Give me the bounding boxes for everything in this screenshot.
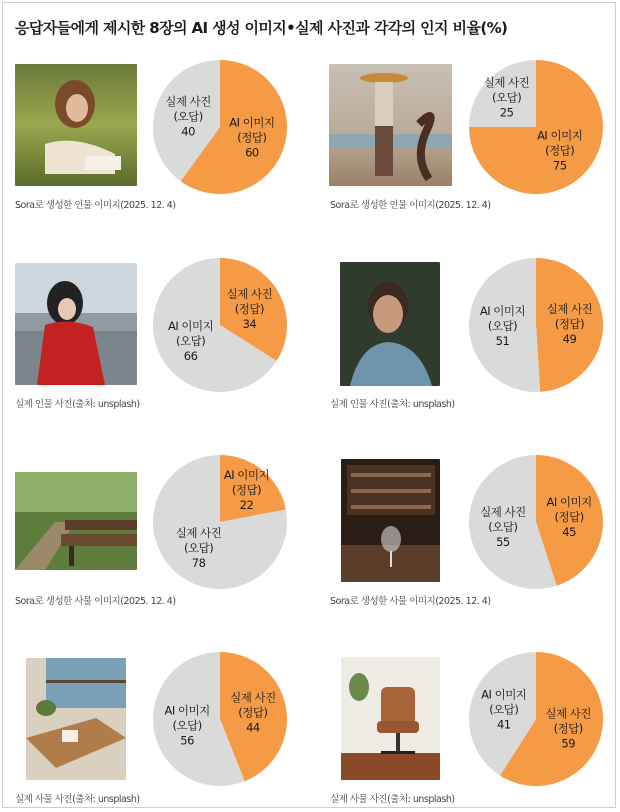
caption-3: 실제 인물 사진(출처: unsplash): [15, 399, 140, 410]
pie-slice-value: 45: [562, 524, 576, 539]
pie-slice-text: AI 이미지: [229, 115, 275, 130]
park-bench-photo: [15, 472, 137, 570]
man-with-hat-on-beach-photo: [329, 64, 452, 186]
pie-slice-value: 55: [496, 535, 510, 550]
pie-slice-value: 60: [245, 145, 259, 160]
pie-slice-text: (오답): [175, 334, 206, 349]
pie-slice-text: AI 이미지: [481, 687, 527, 702]
pie-slice-text: (정답): [237, 130, 267, 145]
pie-slice-text: (정답): [545, 143, 575, 158]
pie-slice-text: 실제 사진: [226, 286, 273, 301]
pie-slice-text: AI 이미지: [164, 703, 210, 718]
pie-slice-text: (정답): [234, 301, 265, 316]
pie-chart-6: [466, 452, 606, 592]
woman-in-red-coat-photo: [15, 263, 137, 385]
pie-slice-text: (오답): [172, 718, 202, 733]
caption-8: 실제 사물 사진(출처: unsplash): [330, 794, 455, 805]
pie-slice-value: 78: [191, 555, 206, 570]
pie-slice-value: 34: [242, 316, 257, 331]
pie-slice-text: AI 이미지: [167, 319, 214, 334]
pie-slice-text: (정답): [554, 316, 585, 331]
pie-chart-2: [466, 57, 606, 197]
pie-slice-value: 40: [181, 124, 195, 139]
pie-slice-value: 41: [496, 717, 511, 732]
pie-slice-text: (정답): [231, 483, 262, 497]
pie-chart-8: [466, 649, 606, 789]
pie-slice-text: (오답): [183, 540, 214, 555]
pie-chart-5: [150, 452, 290, 592]
wine-glasses-on-table-photo: [341, 459, 440, 582]
pie-slice-text: 실제 사진: [230, 690, 276, 705]
woman-reading-on-grass-photo: [15, 64, 137, 186]
pie-chart-4: [466, 255, 606, 395]
pie-chart-3: [150, 255, 290, 395]
pie-slice-value: 49: [562, 331, 577, 346]
pie-chart-1: [150, 57, 290, 197]
desk-by-window-photo: [26, 658, 126, 780]
pie-slice-text: (오답): [489, 702, 519, 717]
pie-slice-value: 59: [561, 736, 576, 751]
figure-title: 응답자들에게 제시한 8장의 AI 생성 이미지•실제 사진과 각각의 인지 비율(%): [15, 19, 508, 37]
pie-chart-7: [150, 649, 290, 789]
pie-slice-text: 실제 사진: [483, 75, 530, 90]
pie-slice-text: 실제 사진: [546, 301, 593, 316]
pie-slice-text: 실제 사진: [545, 706, 591, 721]
pie-slice-text: AI 이미지: [546, 494, 592, 509]
pie-slice-text: (오답): [487, 319, 518, 334]
pie-slice-text: (오답): [491, 90, 522, 105]
pie-slice-text: 실제 사진: [175, 525, 222, 540]
pie-slice-text: (오답): [173, 109, 203, 124]
pie-slice-text: 실제 사진: [165, 94, 211, 109]
caption-7: 실제 사물 사진(출처: unsplash): [15, 794, 140, 805]
pie-slice-text: (정답): [554, 509, 584, 524]
pie-slice-text: 실제 사진: [480, 505, 526, 520]
pie-slice-text: (정답): [238, 705, 268, 720]
caption-4: 실제 인물 사진(출처: unsplash): [330, 399, 455, 410]
pie-slice-text: (오답): [488, 520, 518, 535]
pie-slice-text: AI 이미지: [479, 304, 526, 319]
pie-slice-value: 66: [183, 349, 198, 364]
young-man-portrait-photo: [340, 262, 440, 386]
caption-1: Sora로 생성한 인물 이미지(2025. 12. 4): [15, 200, 176, 211]
pie-slice-value: 51: [495, 334, 510, 349]
caption-6: Sora로 생성한 사물 이미지(2025. 12. 4): [330, 596, 491, 607]
caption-2: Sora로 생성한 인물 이미지(2025. 12. 4): [330, 200, 491, 211]
pie-slice-value: 25: [499, 105, 514, 120]
pie-slice-text: (정답): [553, 721, 583, 736]
caption-5: Sora로 생성한 사물 이미지(2025. 12. 4): [15, 596, 176, 607]
pie-slice-value: 56: [180, 733, 194, 748]
leather-office-chair-photo: [341, 657, 440, 780]
pie-slice-text: AI 이미지: [537, 128, 583, 143]
pie-slice-value: 75: [552, 158, 567, 173]
pie-slice-text: AI 이미지: [223, 468, 270, 482]
pie-slice-value: 44: [246, 720, 260, 735]
pie-slice-value: 22: [239, 498, 254, 512]
